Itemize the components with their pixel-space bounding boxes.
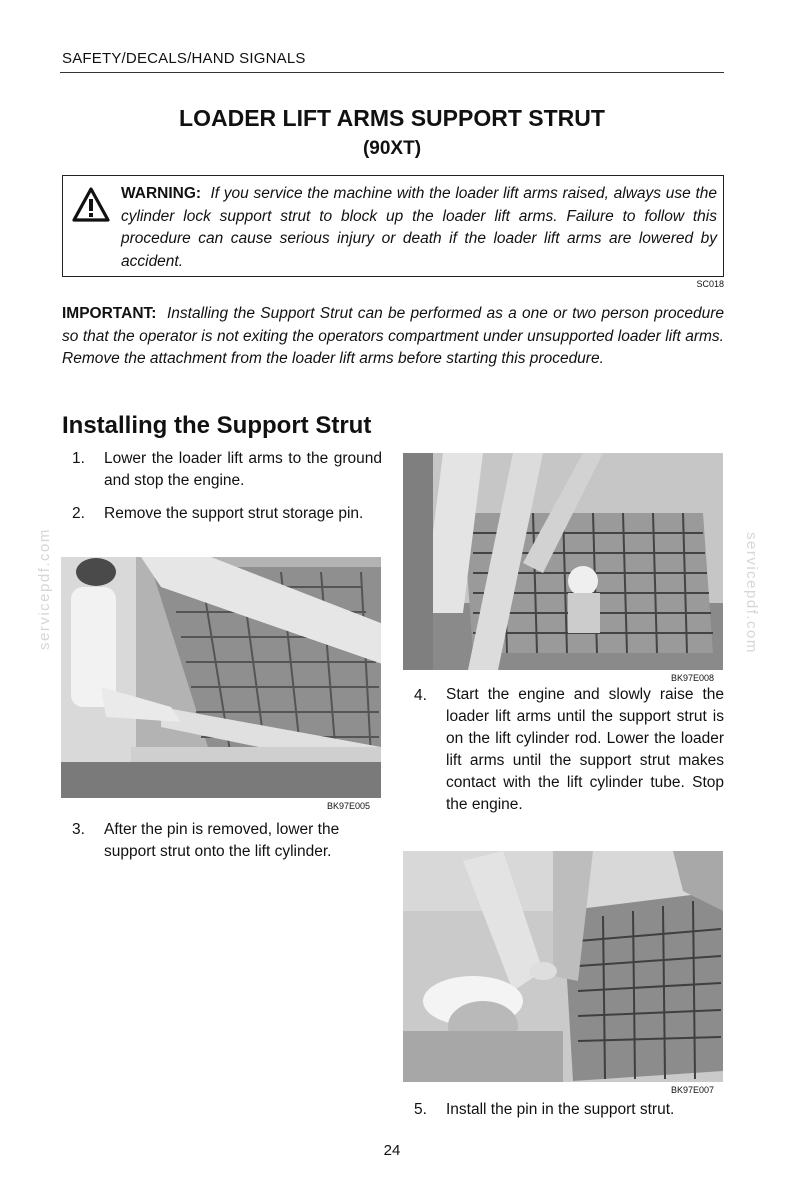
warning-box: [62, 175, 724, 277]
figure-code: BK97E008: [671, 673, 715, 683]
warning-label: WARNING:: [121, 185, 202, 202]
step-text: Remove the support strut storage pin.: [104, 505, 364, 522]
important-label: IMPORTANT:: [62, 305, 157, 322]
step-text: Start the engine and slowly raise the loader lift arms until the support strut is on the lift cylinder rod. Lower the loader lift arms until the support strut makes contact with the lift cylinder tube. Stop the engine.: [446, 686, 724, 813]
step-text: After the pin is removed, lower the support strut onto the lift cylinder.: [104, 821, 340, 860]
watermark: servicepdf.com: [743, 532, 760, 654]
important-note: [62, 303, 724, 371]
figure-code: BK97E005: [327, 801, 371, 811]
photo-operator-cab: [403, 453, 723, 670]
section-header: SAFETY/DECALS/HAND SIGNALS: [62, 50, 306, 67]
step-number: 1.: [72, 450, 85, 467]
page-title: LOADER LIFT ARMS SUPPORT STRUT: [179, 105, 605, 131]
header-divider: [60, 72, 724, 73]
important-body: Installing the Support Strut can be performed as a one or two person procedure so that the operator is not exiting the operators compartment under unsupported loader lift arms. Remove the attachment from the loader lift arms before starting this procedure.: [62, 305, 724, 367]
figure-code: BK97E007: [671, 1085, 715, 1095]
warning-code: SC018: [696, 279, 724, 289]
page-subtitle: (90XT): [362, 138, 422, 159]
step-number: 5.: [414, 1101, 427, 1118]
step-number: 3.: [72, 821, 85, 838]
page-number: 24: [383, 1142, 401, 1159]
step-text: Install the pin in the support strut.: [446, 1101, 675, 1118]
photo-install-pin: [403, 851, 723, 1082]
step-text: Lower the loader lift arms to the ground and stop the engine.: [104, 450, 382, 489]
photo-remove-pin: [61, 557, 381, 798]
step-number: 2.: [72, 505, 85, 522]
section-heading: Installing the Support Strut: [62, 412, 372, 439]
step-number: 4.: [414, 687, 427, 704]
watermark: servicepdf.com: [36, 528, 53, 650]
warning-body: If you service the machine with the loader lift arms raised, always use the cylinder lock support strut to block up the loader lift arms. Failure to follow this procedure can cause serious injury or death if the loader lift arms are lowered by accident.: [121, 185, 717, 270]
warning-text: [121, 183, 717, 273]
warning-triangle-icon: [71, 186, 111, 224]
